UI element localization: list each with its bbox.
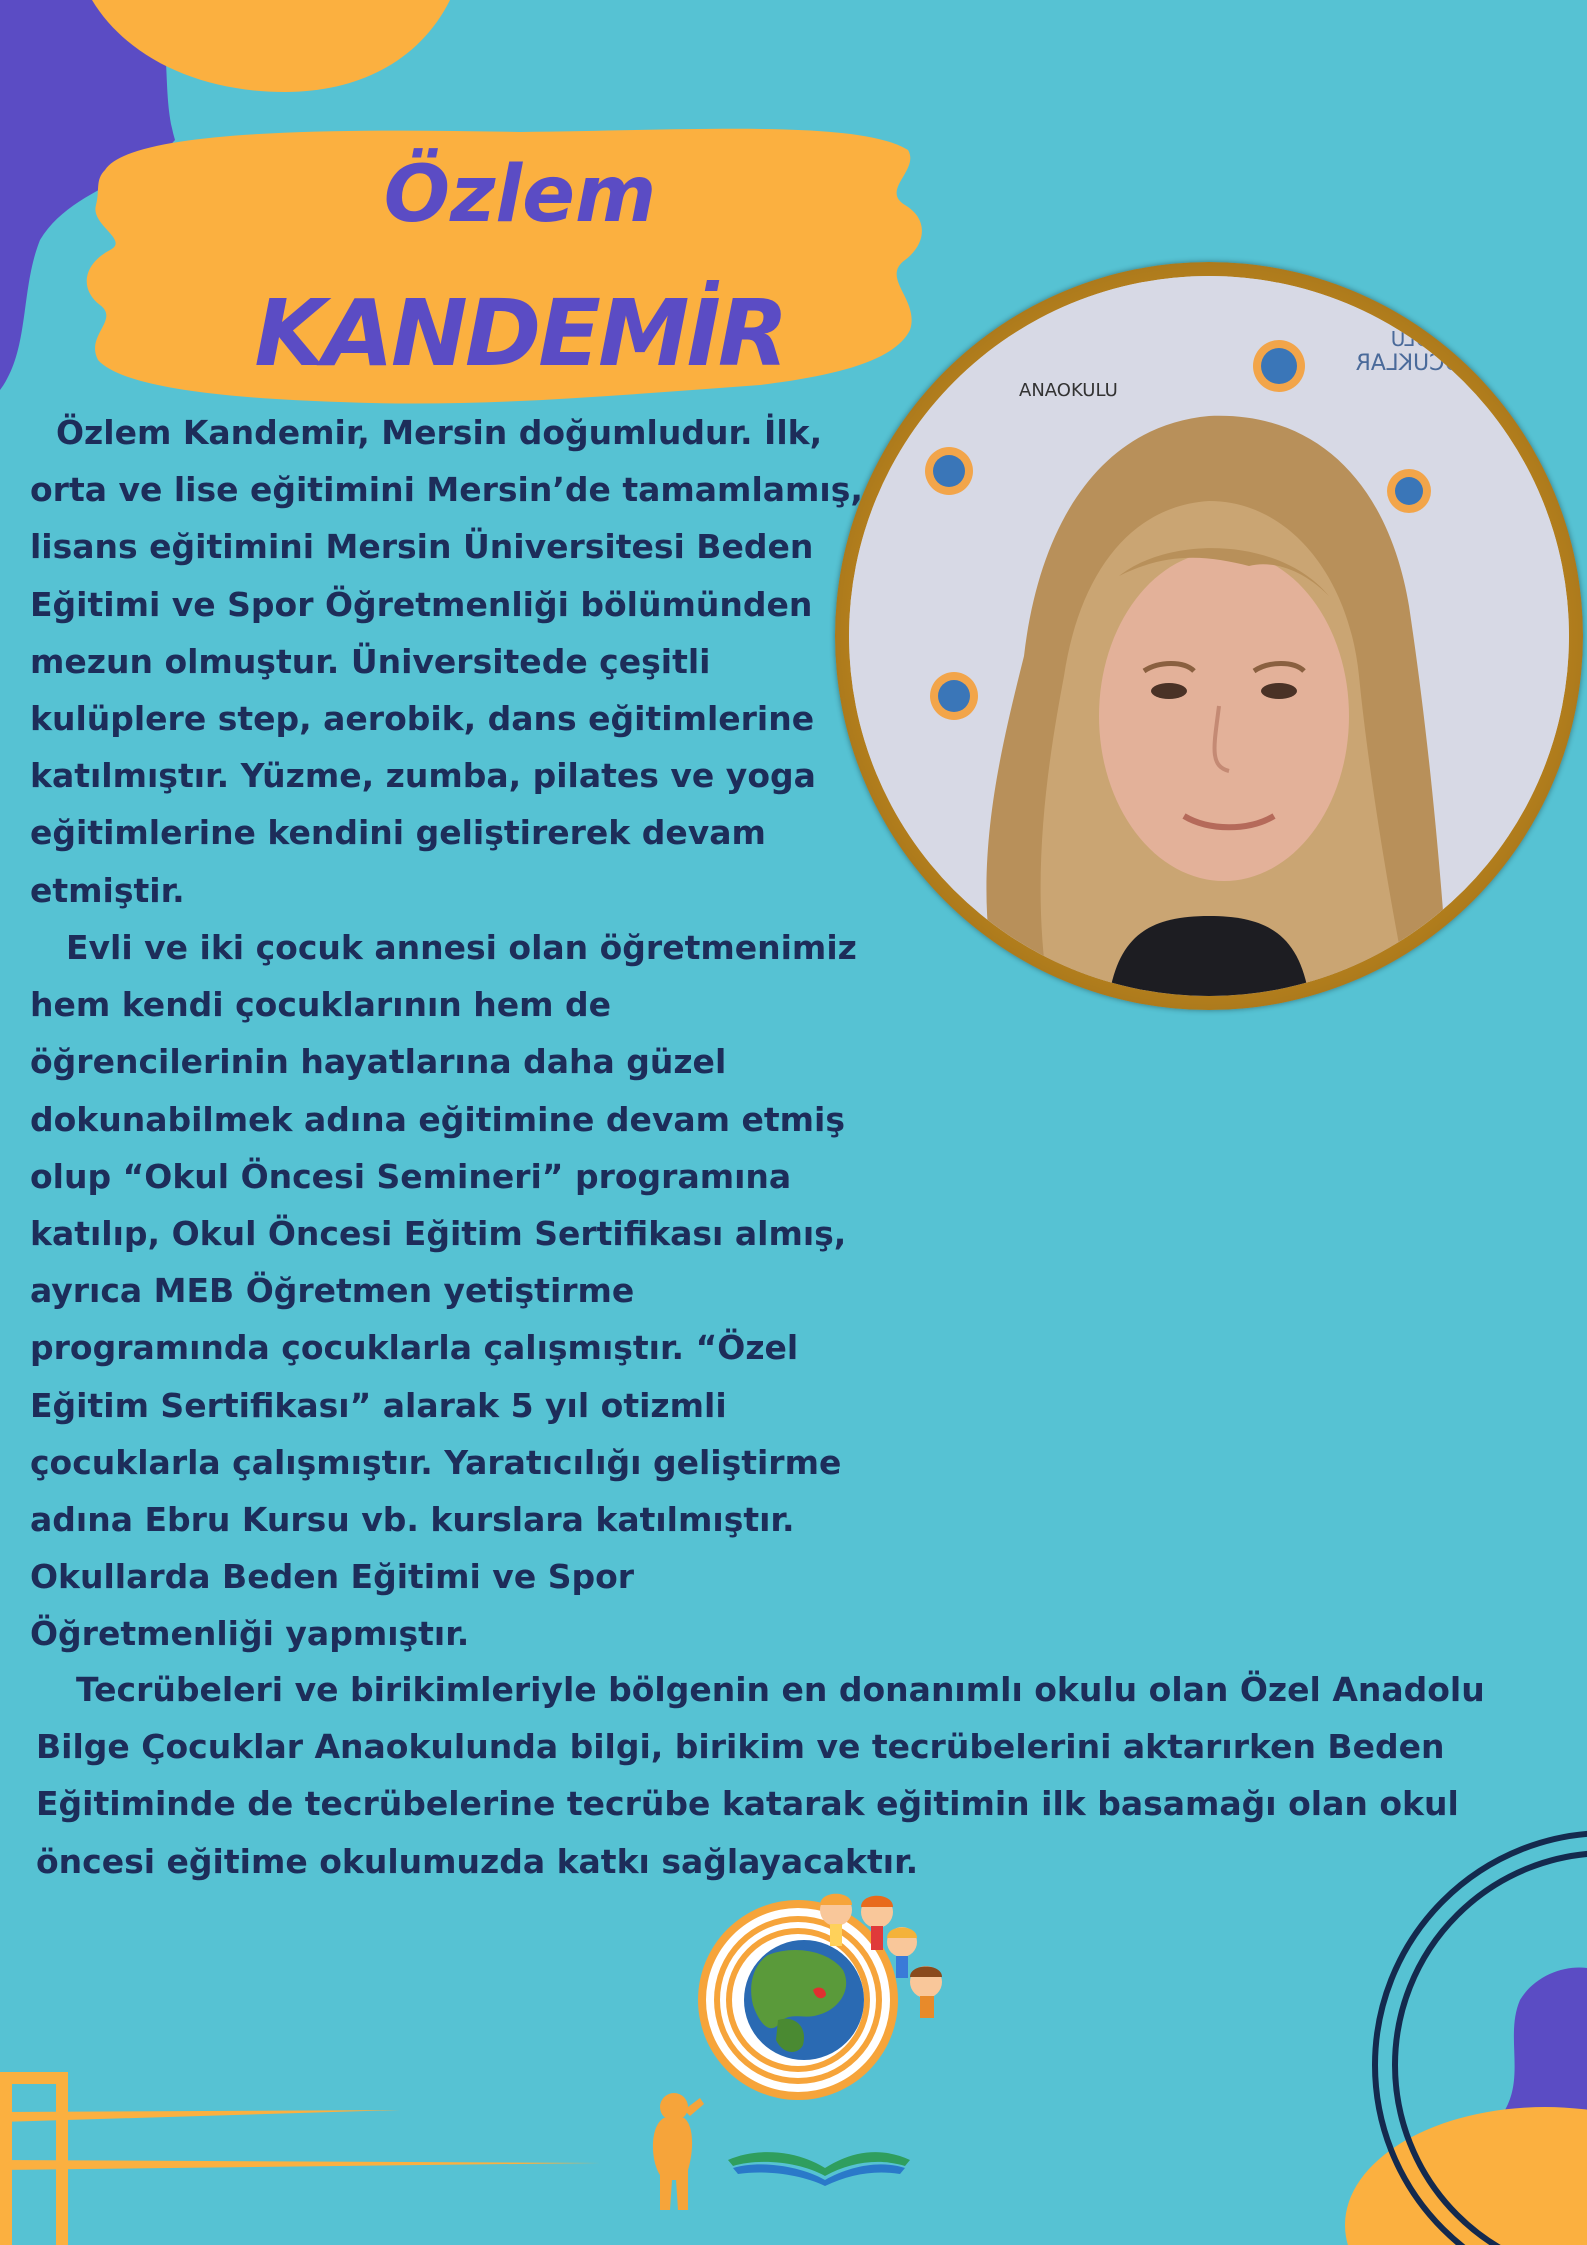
text-line: Özlem Kandemir, Mersin doğumludur. İlk, (56, 413, 823, 452)
text-line: mezun olmuştur. Üniversitede çeşitli (30, 641, 711, 681)
text-line: programında çocuklarla çalışmıştır. “Özel (30, 1328, 799, 1368)
text-line: ayrıca MEB Öğretmen yetiştirme (30, 1271, 635, 1311)
text-line: adına Ebru Kursu vb. kurslara katılmıştır. (30, 1500, 795, 1540)
text-line: Eğitimi ve Spor Öğretmenliği bölümünden (30, 584, 813, 624)
svg-text:ANAOKULU: ANAOKULU (1019, 380, 1118, 401)
text-line: Eğitiminde de tecrübelerine tecrübe katarak eğitimin ilk basamağı olan okul (36, 1784, 1459, 1824)
school-logo (698, 1900, 898, 2100)
first-name-heading: Özlem (383, 150, 657, 240)
text-line: etmiştir. (30, 870, 185, 910)
backdrop-logo-right (1387, 469, 1431, 513)
portrait-frame (835, 262, 1583, 1010)
face (1099, 551, 1349, 881)
text-line: hem kendi çocuklarının hem de (30, 985, 612, 1025)
text-line: Okullarda Beden Eğitimi ve Spor (30, 1557, 635, 1597)
text-line: olup “Okul Öncesi Semineri” programına (30, 1156, 792, 1196)
portrait-image (849, 276, 1569, 996)
svg-text:ANADOLU: ANADOLU (1390, 327, 1489, 351)
bio-paragraph-1 (30, 404, 900, 919)
portrait-photo (849, 276, 1569, 996)
backdrop-logo-left (925, 447, 973, 495)
text-line: Öğretmenliği yapmıştır. (30, 1614, 470, 1654)
bio-paragraph-2 (30, 919, 900, 1663)
text-line: öncesi eğitime okulumuzda katkı sağlayacaktır. (36, 1841, 919, 1881)
child-silhouette-icon (653, 2093, 704, 2210)
orange-bar-vertical-2 (56, 2072, 68, 2245)
last-name-heading: KANDEMİR (254, 280, 786, 387)
text-line: Evli ve iki çocuk annesi olan öğretmenimiz (66, 928, 857, 967)
text-line: Tecrübeleri ve birikimleriyle bölgenin en donanımlı okulu olan Özel Anadolu (76, 1670, 1485, 1709)
orange-bar-vertical-1 (0, 2072, 12, 2245)
text-line: lisans eğitimini Mersin Üniversitesi Beden (30, 527, 814, 567)
orange-streak-1 (0, 2110, 400, 2122)
text-line: çocuklarla çalışmıştır. Yaratıcılığı geliştirme (30, 1442, 842, 1482)
text-line: dokunabilmek adına eğitimine devam etmiş (30, 1099, 846, 1139)
text-line: Eğitim Sertifikası” alarak 5 yıl otizmli (30, 1385, 727, 1425)
text-line: katılıp, Okul Öncesi Eğitim Sertifikası almış, (30, 1214, 847, 1254)
text-line: orta ve lise eğitimini Mersin’de tamamlamış, (30, 470, 863, 510)
text-line: öğrencilerinin hayatlarına daha güzel (30, 1042, 727, 1082)
open-book-icon (728, 2152, 910, 2186)
backdrop-logo-lower-left (930, 672, 978, 720)
bio-paragraph-3 (36, 1661, 1566, 1890)
text-line: Bilge Çocuklar Anaokulunda bilgi, birikim ve tecrübelerini aktarırken Beden (36, 1727, 1445, 1767)
orange-streak-2 (0, 2160, 600, 2170)
orange-bar-horizontal (0, 2072, 68, 2084)
svg-text:BİLGE ÇOCUKLAR: BİLGE ÇOCUKLAR (1355, 351, 1549, 376)
text-line: kulüplere step, aerobik, dans eğitimlerine (30, 699, 815, 739)
text-line: katılmıştır. Yüzme, zumba, pilates ve yoga (30, 756, 816, 796)
text-line: eğitimlerine kendini geliştirerek devam (30, 813, 766, 853)
